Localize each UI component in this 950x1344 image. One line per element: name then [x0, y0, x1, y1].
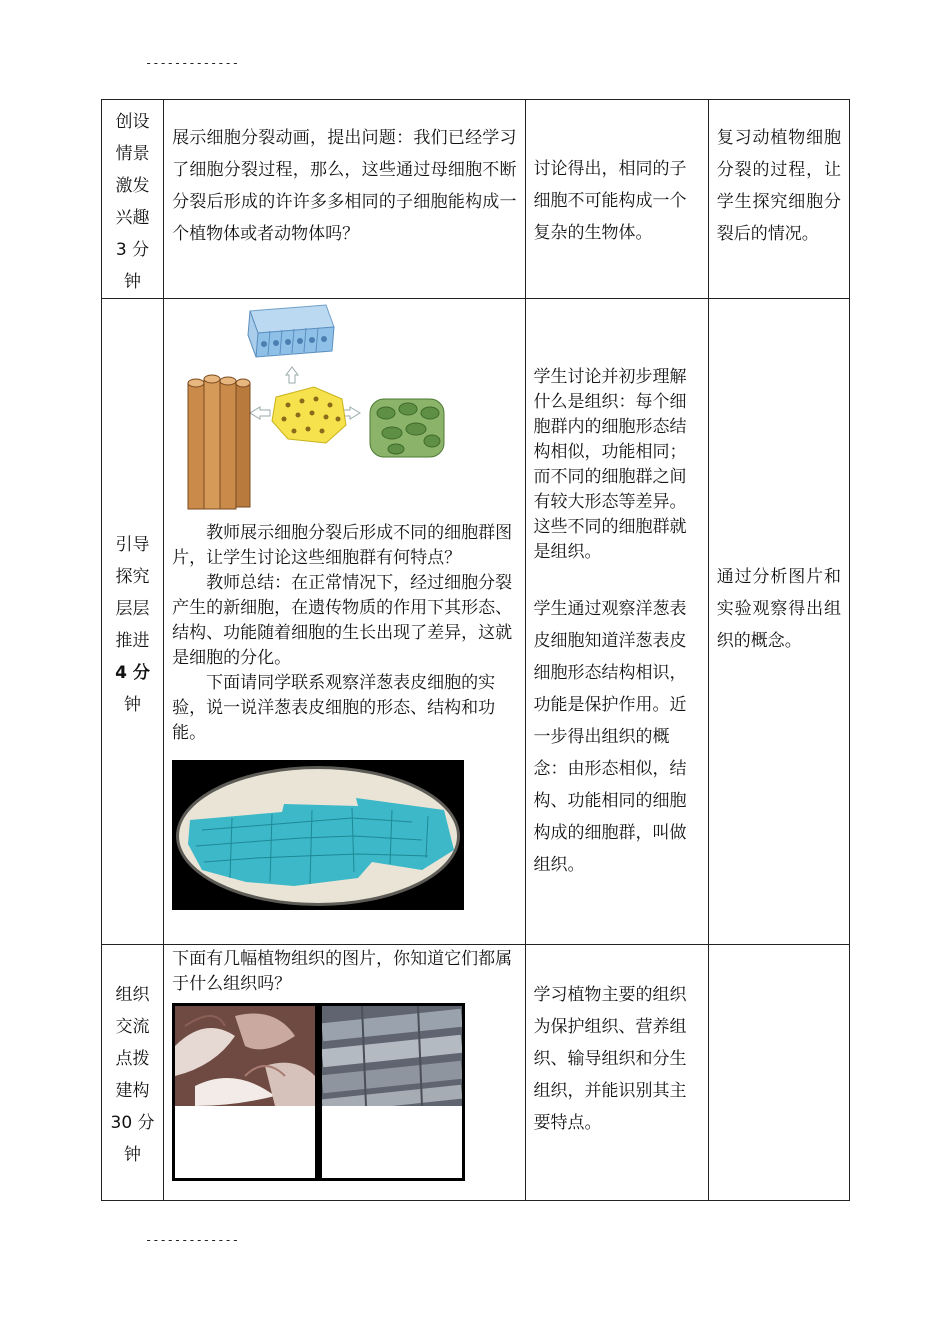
onion-scale-photo: [172, 1003, 318, 1181]
design-intent-text: 通过分析图片和实验观察得出组织的概念。: [716, 567, 841, 651]
student-paragraph: 学生通过观察洋葱表皮细胞知道洋葱表皮细胞形态结构相识，功能是保护作用。近一步得出组织的概念：由形态相似，结构、功能相同的细胞构成的细胞群，叫做组织。: [533, 599, 687, 875]
teacher-paragraph: 教师总结：在正常情况下，经过细胞分裂产生的新细胞，在遗传物质的作用下其形态、结构、功能随着细胞的生长出现了差异，这就是细胞的分化。: [172, 573, 513, 668]
stage-label: 创设: [115, 112, 150, 132]
table-row: [102, 299, 850, 945]
stage-label: 建构: [115, 1081, 150, 1101]
muscle-tissue-image: [188, 375, 250, 509]
lesson-plan-table: [101, 99, 850, 1201]
footer-mark: -------------: [145, 1233, 239, 1247]
stage-label: 情景: [115, 144, 150, 164]
onion-epidermis-micrograph: [172, 760, 464, 910]
design-intent-cell: [708, 100, 849, 299]
stage-label: 钟: [124, 1145, 142, 1165]
teacher-activity-text: 下面有几幅植物组织的图片，你知道它们都属于什么组织吗？: [172, 949, 513, 994]
student-activity-cell: [525, 100, 708, 299]
teacher-activity-cell: [164, 299, 525, 945]
stage-label: 激发: [115, 176, 150, 196]
student-activity-text: 学习植物主要的组织为保护组织、营养组织、输导组织和分生组织，并能识别其主要特点。: [533, 985, 687, 1133]
meristem-tissue-image: [272, 387, 346, 443]
stage-label: 探究: [115, 567, 150, 587]
epithelial-tissue-image: [248, 305, 334, 357]
plant-stem-photo: [318, 1003, 465, 1181]
design-intent-cell: [708, 945, 849, 1201]
table-row: [102, 100, 850, 299]
stage-cell: [102, 299, 164, 945]
stage-label: 3 分: [115, 240, 150, 260]
student-paragraph: 学生讨论并初步理解什么是组织：每个细胞群内的细胞形态结构相似，功能相同；而不同的细胞群之间有较大形态等差异。这些不同的细胞群就是组织。: [533, 367, 687, 562]
plant-tissue-photos: [172, 1003, 524, 1181]
teacher-activity-cell: [164, 100, 525, 299]
stage-label: 交流: [115, 1017, 150, 1037]
stage-cell: [102, 100, 164, 299]
teacher-paragraph: 教师展示细胞分裂后形成不同的细胞群图片，让学生讨论这些细胞群有何特点？: [172, 523, 513, 568]
stage-label: 层层: [115, 599, 150, 619]
stage-label: 引导: [115, 535, 150, 555]
stage-label: 钟: [124, 272, 142, 292]
student-activity-cell: [525, 299, 708, 945]
cell-differentiation-figure: [164, 301, 524, 517]
student-activity-cell: [525, 945, 708, 1201]
design-intent-text: 复习动植物细胞分裂的过程，让学生探究细胞分裂后的情况。: [716, 128, 841, 244]
stage-label: 组织: [115, 985, 150, 1005]
stage-cell: [102, 945, 164, 1201]
header-mark: -------------: [145, 56, 239, 70]
stage-label: 点拨: [115, 1049, 150, 1069]
table-row: [102, 945, 850, 1201]
teacher-activity-text: 展示细胞分裂动画，提出问题：我们已经学习了细胞分裂过程，那么，这些通过母细胞不断分裂后形成的许许多多相同的子细胞能构成一个植物体或者动物体吗？: [172, 128, 517, 244]
stage-label: 钟: [124, 695, 142, 715]
stage-label: 推进: [115, 631, 150, 651]
stage-label: 兴趣: [115, 208, 150, 228]
design-intent-cell: [708, 299, 849, 945]
stage-label: 30 分: [110, 1113, 155, 1133]
stage-label: 4 分: [115, 663, 150, 683]
teacher-paragraph: 下面请同学联系观察洋葱表皮细胞的实验，说一说洋葱表皮细胞的形态、结构和功能。: [172, 673, 496, 743]
parenchyma-tissue-image: [370, 399, 444, 457]
teacher-activity-cell: [164, 945, 525, 1201]
student-activity-text: 讨论得出，相同的子细胞不可能构成一个复杂的生物体。: [533, 159, 687, 243]
